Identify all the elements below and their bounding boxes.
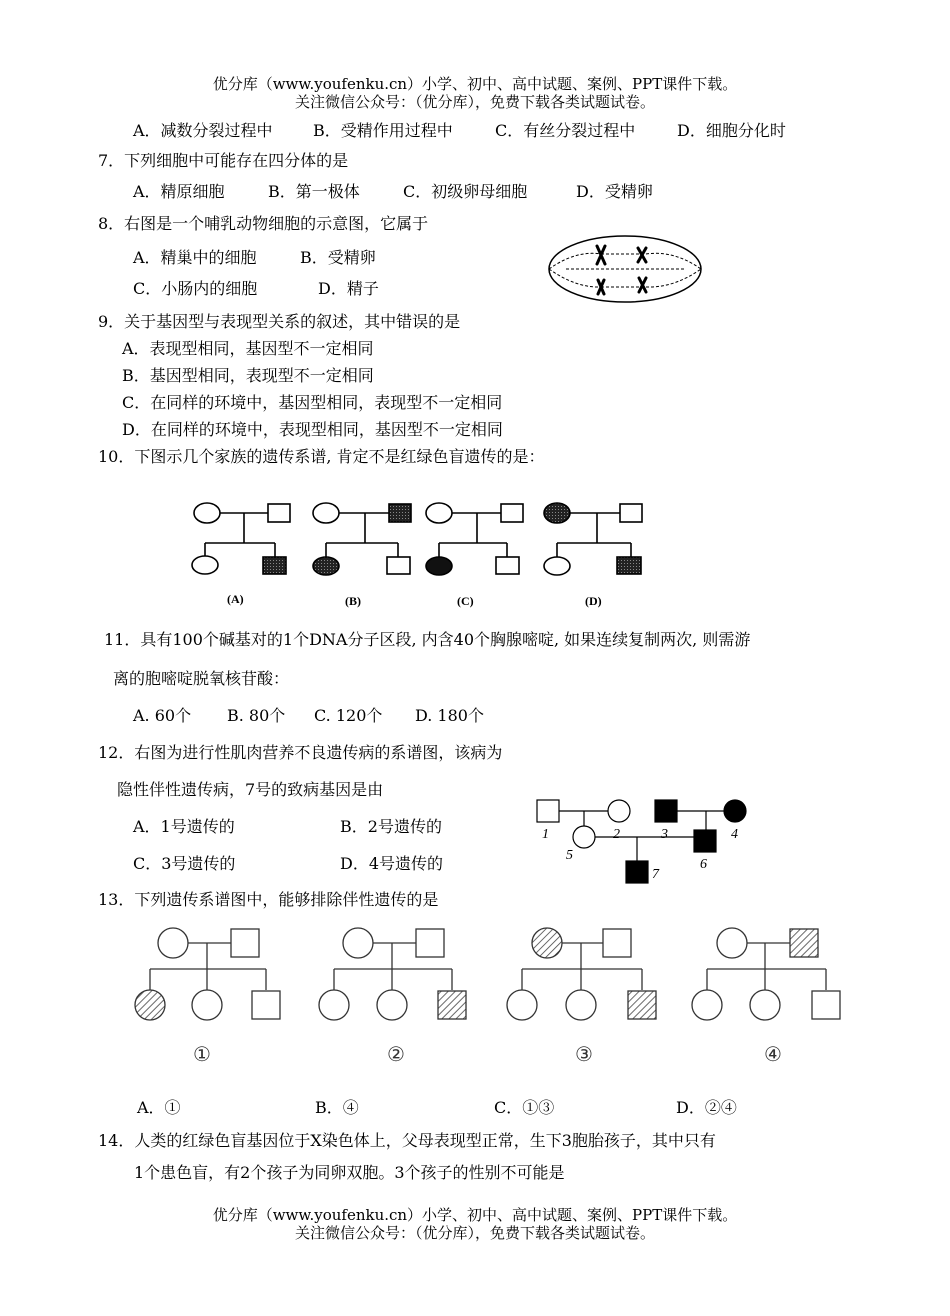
q9-stem: 9．关于基因型与表现型关系的叙述，其中错误的是: [98, 312, 461, 331]
q12-num-3: 3: [661, 827, 668, 842]
q8-stem: 8．右图是一个哺乳动物细胞的示意图，它属于: [98, 214, 429, 233]
q8-option-c: C．小肠内的细胞: [133, 279, 258, 298]
q13-option-d: D．②④: [676, 1098, 737, 1117]
pedigree-a: [192, 503, 290, 574]
pedigree-c: [426, 503, 523, 575]
q12-num-5: 5: [566, 848, 573, 863]
pedigree-b: [313, 503, 411, 575]
q13-option-a: A．①: [137, 1098, 181, 1117]
q6-option-b: B．受精作用过程中: [313, 121, 453, 140]
pedigree-2: [319, 928, 466, 1020]
q13-label-2: ②: [387, 1042, 405, 1066]
q12-stem-line2: 隐性伴性遗传病，7号的致病基因是由: [117, 780, 384, 799]
q8-cell-figure: [546, 232, 704, 306]
q12-num-6: 6: [700, 857, 707, 872]
q12-num-4: 4: [731, 827, 738, 842]
q8-option-a: A．精巢中的细胞: [133, 248, 257, 267]
q12-option-b: B．2号遗传的: [340, 817, 442, 836]
q14-stem-line1: 14．人类的红绿色盲基因位于X染色体上，父母表现型正常，生下3胞胎孩子，其中只有: [98, 1131, 716, 1150]
q13-pedigree-figure: [130, 920, 855, 1070]
q12-option-c: C．3号遗传的: [133, 854, 236, 873]
q13-option-b: B．④: [315, 1098, 359, 1117]
q10-pedigree-figure: [185, 496, 665, 614]
q10-label-c: (C): [457, 594, 474, 608]
q10-label-b: (B): [345, 594, 361, 608]
q9-option-b: B．基因型相同，表现型不一定相同: [122, 366, 374, 385]
header-line-2: 关注微信公众号：（优分库），免费下载各类试题试卷。: [294, 93, 655, 111]
q7-option-b: B．第一极体: [268, 182, 360, 201]
header-line-1: 优分库（www.youfenku.cn）小学、初中、高中试题、案例、PPT课件下载。: [212, 75, 738, 93]
q7-stem: 7．下列细胞中可能存在四分体的是: [98, 151, 349, 170]
q11-option-a: A. 60个: [133, 706, 192, 725]
q12-option-d: D．4号遗传的: [340, 854, 444, 873]
q13-option-c: C．①③: [494, 1098, 555, 1117]
q10-stem: 10．下图示几个家族的遗传系谱, 肯定不是红绿色盲遗传的是：: [98, 447, 545, 466]
q10-label-d: (D): [585, 594, 602, 608]
q10-label-a: (A): [227, 592, 244, 606]
q11-option-c: C. 120个: [314, 706, 383, 725]
q12-num-2: 2: [613, 827, 620, 842]
q6-option-d: D．细胞分化时: [677, 121, 786, 140]
q11-option-b: B. 80个: [227, 706, 286, 725]
q8-option-d: D．精子: [318, 279, 379, 298]
q9-option-a: A．表现型相同，基因型不一定相同: [122, 339, 374, 358]
q11-stem-line2: 离的胞嘧啶脱氧核苷酸：: [113, 669, 290, 688]
q7-option-a: A．精原细胞: [133, 182, 225, 201]
pedigree-1: [135, 928, 280, 1020]
q9-option-c: C．在同样的环境中，基因型相同，表现型不一定相同: [122, 393, 503, 412]
q11-stem-line1: 11．具有100个碱基对的1个DNA分子区段, 内含40个胸腺嘧啶, 如果连续复制两次, 则需游: [104, 630, 751, 649]
q12-option-a: A．1号遗传的: [133, 817, 235, 836]
q12-num-7: 7: [652, 867, 659, 882]
q12-pedigree-figure: [525, 790, 765, 890]
q6-option-c: C．有丝分裂过程中: [495, 121, 636, 140]
q13-label-4: ④: [764, 1042, 782, 1066]
q9-option-d: D．在同样的环境中，表现型相同，基因型不一定相同: [122, 420, 503, 439]
pedigree-3: [507, 928, 656, 1020]
q13-stem: 13．下列遗传系谱图中，能够排除伴性遗传的是: [98, 890, 439, 909]
q7-option-d: D．受精卵: [576, 182, 653, 201]
q12-stem-line1: 12．右图为进行性肌肉营养不良遗传病的系谱图，该病为: [98, 743, 503, 762]
pedigree-d: [544, 503, 642, 575]
q6-option-a: A．减数分裂过程中: [133, 121, 273, 140]
footer-line-1: 优分库（www.youfenku.cn）小学、初中、高中试题、案例、PPT课件下载。: [212, 1206, 738, 1224]
pedigree-4: [692, 928, 840, 1020]
q14-stem-line2: 1个患色盲，有2个孩子为同卵双胞。3个孩子的性别不可能是: [134, 1163, 565, 1182]
q12-num-1: 1: [542, 827, 549, 842]
q11-option-d: D. 180个: [415, 706, 484, 725]
q13-label-1: ①: [193, 1042, 211, 1066]
footer-line-2: 关注微信公众号：（优分库），免费下载各类试题试卷。: [294, 1224, 655, 1242]
q8-option-b: B．受精卵: [300, 248, 376, 267]
q7-option-c: C．初级卵母细胞: [403, 182, 528, 201]
q13-label-3: ③: [575, 1042, 593, 1066]
